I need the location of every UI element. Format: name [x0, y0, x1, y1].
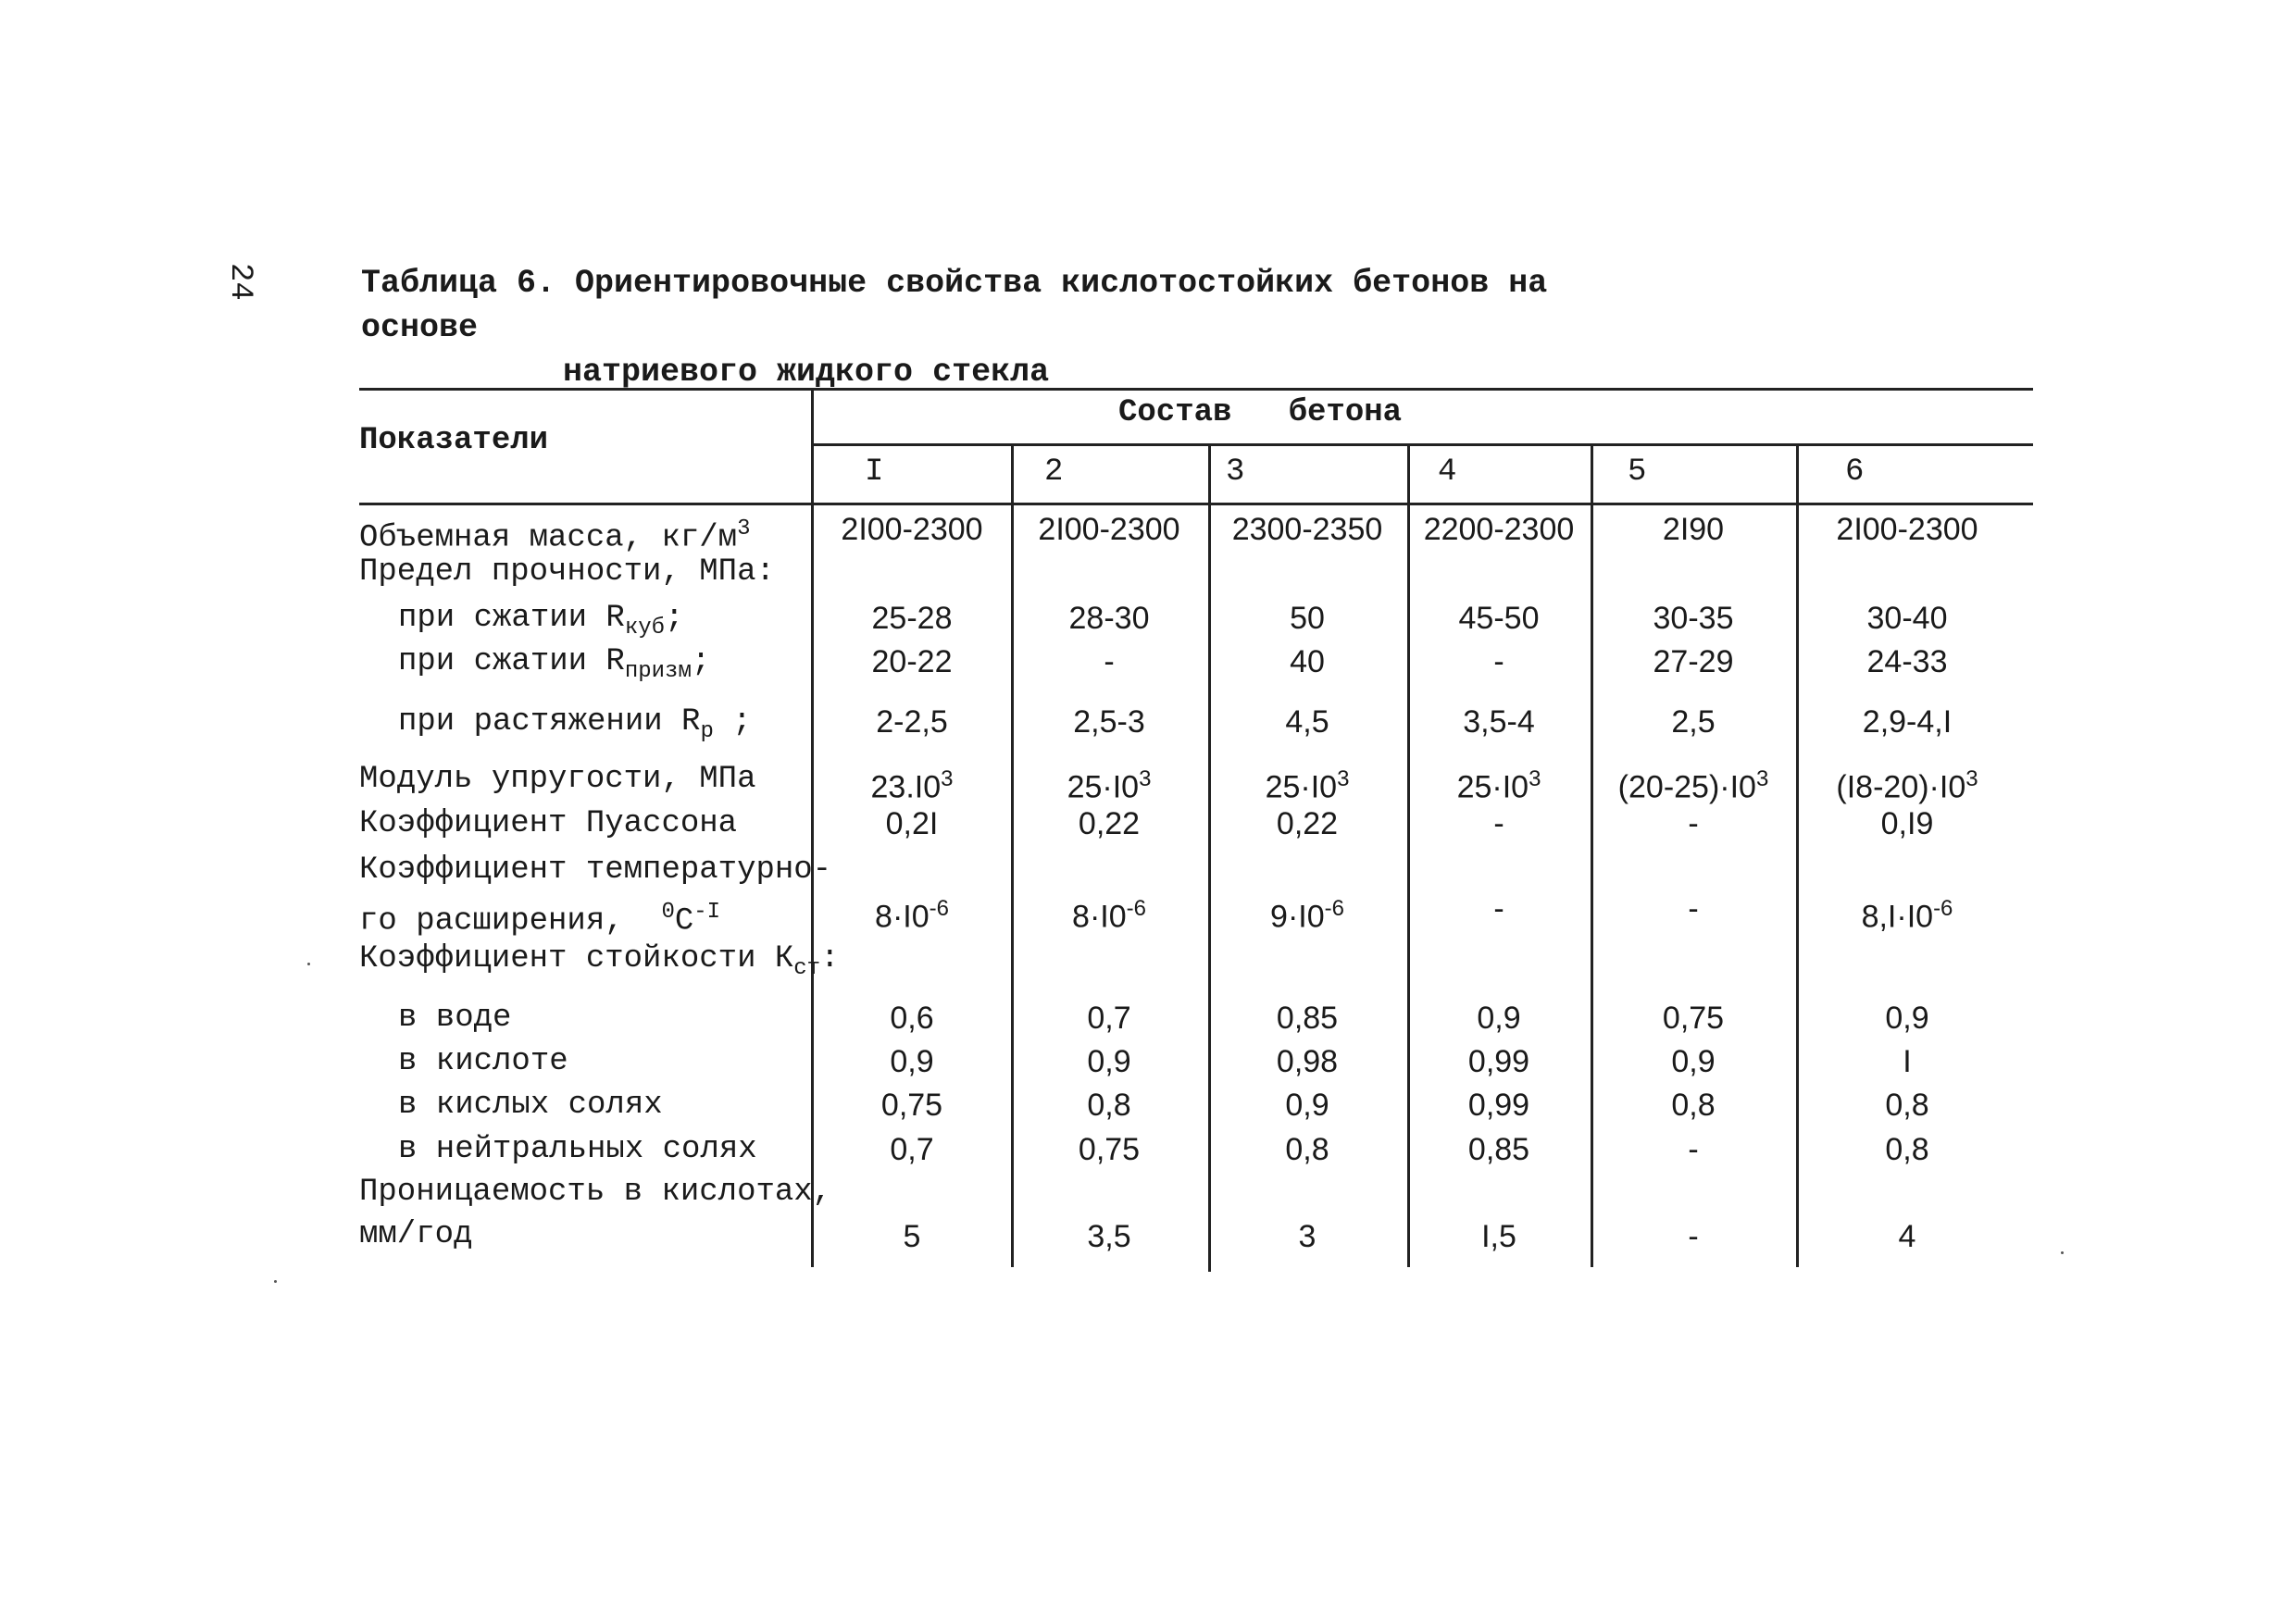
- table-cell-value: 23.I0: [870, 769, 942, 805]
- table-cell-value: 2I00-2300: [841, 512, 983, 547]
- row-label: [398, 1043, 568, 1080]
- table-cell: [1210, 1000, 1404, 1037]
- table-cell: [1810, 1087, 2004, 1124]
- row-label: [398, 1131, 757, 1168]
- table-cell: [1210, 511, 1404, 548]
- table-cell: [1012, 600, 1206, 637]
- table-cell-exponent: 3: [1139, 766, 1152, 791]
- table-cell-value: 25·I0: [1456, 769, 1529, 805]
- table-cell-value: 0,8: [1885, 1132, 1929, 1167]
- row-label: [398, 1000, 511, 1037]
- table-cell: [1810, 890, 2004, 935]
- table-cell-value: 0,8: [1671, 1088, 1716, 1123]
- table-cell-value: 0,I9: [1880, 806, 1934, 841]
- table-cell-value: 2300-2350: [1231, 512, 1383, 547]
- spacer: [624, 903, 662, 939]
- row-label: [398, 703, 752, 751]
- row-label-line-2: [359, 894, 720, 939]
- table-top-rule: [359, 388, 2033, 391]
- table-cell: [1596, 703, 1791, 740]
- row-label: [398, 1087, 663, 1124]
- table-cell-value: -: [1688, 1219, 1699, 1254]
- table-cell-value: 0,85: [1467, 1132, 1530, 1167]
- table-cell-exponent: 3: [1529, 766, 1541, 791]
- table-cell: [1596, 1218, 1791, 1255]
- table-cell-value: 0,8: [1885, 1088, 1929, 1123]
- table-cell-exponent: -6: [1324, 896, 1344, 921]
- table-cell: [815, 890, 1009, 935]
- table-cell: [1810, 1131, 2004, 1168]
- table-cell-value: 0,6: [890, 1001, 934, 1036]
- table-cell-value: -: [1688, 891, 1699, 927]
- table-cell: [815, 703, 1009, 740]
- column-header-6: 6: [1845, 454, 1865, 490]
- table-cell-value: I: [1903, 1044, 1912, 1079]
- table-cell-value: -: [1493, 806, 1504, 841]
- table-cell-value: -: [1493, 644, 1504, 679]
- table-cell: [1402, 1218, 1596, 1255]
- table-cell-value: 0,99: [1467, 1088, 1530, 1123]
- table-cell: [1012, 1218, 1206, 1255]
- table-cell-value: 0,9: [1087, 1044, 1131, 1079]
- table-cell-value: 28-30: [1068, 601, 1150, 636]
- row-label-superscript: -I: [693, 900, 721, 925]
- column-divider-5: [1796, 443, 1799, 1267]
- table-cell-value: 2,9-4,I: [1862, 704, 1953, 740]
- table-cell-value: 4: [1898, 1219, 1916, 1254]
- table-cell: [1210, 643, 1404, 680]
- table-cell: [1012, 1087, 1206, 1124]
- scan-dot: [2061, 1251, 2064, 1254]
- table-cell-value: 0,22: [1078, 806, 1141, 841]
- row-label-line-2: [359, 1216, 472, 1253]
- table-cell-value: 0,8: [1285, 1132, 1329, 1167]
- table-cell: [815, 1087, 1009, 1124]
- table-cell-value: 0,9: [890, 1044, 934, 1079]
- table-cell: [1012, 511, 1206, 548]
- table-cell: [1012, 1131, 1206, 1168]
- table-cell: [1210, 1131, 1404, 1168]
- row-label-text: Модуль упругости, МПа: [359, 762, 756, 797]
- caption-line-1: Таблица 6. Ориентировочные свойства кислотостойких бетонов на основе: [361, 265, 1548, 346]
- group-header-rule: [813, 443, 2033, 446]
- table-cell: [1012, 1000, 1206, 1037]
- table-cell-value: 4,5: [1285, 704, 1329, 740]
- table-cell: [1210, 703, 1404, 740]
- table-cell: [1402, 761, 1596, 805]
- row-label-tail: :: [820, 941, 840, 976]
- row-label-text: в воде: [398, 1001, 512, 1036]
- table-cell-value: 0,7: [890, 1132, 934, 1167]
- row-label-subscript: призм: [624, 658, 692, 684]
- table-cell: [1402, 703, 1596, 740]
- table-cell-value: 0,9: [1477, 1001, 1521, 1036]
- table-cell: [1210, 805, 1404, 842]
- table-cell-value: 30-40: [1866, 601, 1948, 636]
- scan-dot: [307, 963, 310, 965]
- table-cell: [1012, 805, 1206, 842]
- stub-header: Показатели: [359, 423, 549, 458]
- table-cell-value: 0,99: [1467, 1044, 1530, 1079]
- table-cell-value: 0,9: [1671, 1044, 1716, 1079]
- row-label: [359, 511, 750, 556]
- table-cell-value: 0,75: [880, 1088, 943, 1123]
- table-cell: [1810, 1000, 2004, 1037]
- row-label-subscript: р: [700, 718, 714, 744]
- table-cell: [1810, 511, 2004, 548]
- table-cell: [815, 1000, 1009, 1037]
- table-cell-value: 8,I·I0: [1861, 899, 1934, 935]
- table-cell: [1210, 1087, 1404, 1124]
- table-cell-value: 0,8: [1087, 1088, 1131, 1123]
- table-cell: [815, 761, 1009, 805]
- table-cell: [1012, 890, 1206, 935]
- table-cell-value: 5: [903, 1219, 921, 1254]
- table-cell-value: 25-28: [871, 601, 953, 636]
- table-cell: [1402, 1131, 1596, 1168]
- table-cell: [1810, 600, 2004, 637]
- table-cell: [815, 1043, 1009, 1080]
- table-cell-value: 2,5-3: [1073, 704, 1145, 740]
- column-divider-stub: [811, 388, 814, 1267]
- table-cell: [1596, 1043, 1791, 1080]
- table-cell-value: 2-2,5: [876, 704, 948, 740]
- table-cell-value: 0,85: [1276, 1001, 1339, 1036]
- table-cell-value: 0,7: [1087, 1001, 1131, 1036]
- table-cell-value: 8·I0: [875, 899, 930, 935]
- row-label: [359, 1174, 831, 1211]
- table-cell-exponent: 3: [1337, 766, 1350, 791]
- table-cell: [1402, 511, 1596, 548]
- table-cell: [1596, 890, 1791, 927]
- table-cell: [815, 511, 1009, 548]
- table-cell-value: 3,5-4: [1463, 704, 1535, 740]
- table-cell: [815, 1131, 1009, 1168]
- row-label: [359, 940, 840, 988]
- table-cell: [1210, 1043, 1404, 1080]
- row-label-tail: ;: [665, 601, 684, 636]
- row-label-tail: ;: [691, 644, 711, 679]
- table-cell: [1596, 1087, 1791, 1124]
- row-label: [398, 643, 710, 690]
- table-cell-value: 0,75: [1078, 1132, 1141, 1167]
- table-cell-value: 50: [1290, 601, 1325, 636]
- table-cell-value: 2I90: [1662, 512, 1725, 547]
- table-cell-value: 0,9: [1285, 1088, 1329, 1123]
- table-cell-exponent: -6: [929, 896, 949, 921]
- table-cell-value: 0,75: [1662, 1001, 1725, 1036]
- table-cell-value: 45-50: [1458, 601, 1540, 636]
- table-cell-value: -: [1688, 806, 1699, 841]
- table-cell-value: 3,5: [1087, 1219, 1131, 1254]
- table-cell-value: (20-25)·I0: [1617, 769, 1756, 805]
- header-bottom-rule: [359, 503, 2033, 505]
- table-cell: [815, 1218, 1009, 1255]
- table-cell: [1596, 1131, 1791, 1168]
- column-header-3: 3: [1226, 454, 1245, 490]
- table-cell-value: 9·I0: [1270, 899, 1325, 935]
- table-cell-value: 0,98: [1276, 1044, 1339, 1079]
- table-cell-exponent: -6: [1933, 896, 1953, 921]
- table-cell: [1402, 1087, 1596, 1124]
- table-cell-value: 2I00-2300: [1836, 512, 1978, 547]
- table-caption: [361, 261, 1657, 394]
- row-label-text: Коэффициент стойкости К: [359, 941, 794, 976]
- page-number: 24: [222, 263, 257, 301]
- column-header-4: 4: [1438, 454, 1457, 490]
- table-cell: [1210, 1218, 1404, 1255]
- table-cell: [1810, 1043, 2004, 1080]
- table-cell: [1810, 761, 2004, 805]
- table-cell: [1596, 761, 1791, 805]
- column-header-5: 5: [1628, 454, 1647, 490]
- table-cell: [1810, 805, 2004, 842]
- table-cell-value: 20-22: [871, 644, 953, 679]
- table-cell: [1596, 600, 1791, 637]
- table-cell: [1596, 805, 1791, 842]
- row-label-line-2-text: мм/год: [359, 1217, 473, 1252]
- table-cell-exponent: 3: [941, 766, 954, 791]
- table-cell-value: -: [1688, 1132, 1699, 1167]
- table-cell-value: 2200-2300: [1423, 512, 1575, 547]
- row-label-text: Проницаемость в кислотах,: [359, 1175, 832, 1210]
- row-label: [359, 554, 775, 591]
- row-label-text: Коэффициент температурно-: [359, 852, 832, 888]
- row-label: [359, 805, 737, 842]
- table-cell-value: -: [1493, 891, 1504, 927]
- table-cell-exponent: 3: [1755, 766, 1769, 791]
- table-cell-value: 27-29: [1653, 644, 1734, 679]
- row-label-text: в нейтральных солях: [398, 1132, 757, 1167]
- row-label-text: в кислоте: [398, 1044, 568, 1079]
- row-label-text: при растяжении R: [398, 704, 701, 740]
- table-cell-value: 25·I0: [1067, 769, 1140, 805]
- row-label-text: Объемная масса, кг/м: [359, 520, 738, 556]
- row-label-unit: С: [674, 903, 694, 939]
- table-cell-value: 40: [1290, 644, 1325, 679]
- table-cell-exponent: -6: [1126, 896, 1146, 921]
- group-header: Состав бетона: [1118, 395, 1403, 430]
- table-cell: [1402, 643, 1596, 680]
- row-label-text: Предел прочности, МПа:: [359, 554, 775, 590]
- table-cell-value: I,5: [1481, 1219, 1516, 1254]
- table-cell: [1402, 805, 1596, 842]
- row-label-subscript: куб: [624, 615, 666, 641]
- table-cell: [1402, 600, 1596, 637]
- row-label-subscript: ст: [793, 955, 821, 981]
- table-cell-value: 3: [1298, 1219, 1316, 1254]
- table-cell-value: 25·I0: [1265, 769, 1338, 805]
- table-cell: [1596, 511, 1791, 548]
- table-cell-value: 2I00-2300: [1038, 512, 1180, 547]
- column-header-1: I: [865, 454, 884, 490]
- table-cell: [1596, 1000, 1791, 1037]
- table-cell-value: -: [1104, 644, 1115, 679]
- row-label-text: в кислых солях: [398, 1088, 663, 1123]
- row-label-superscript: 3: [737, 516, 751, 541]
- table-cell: [815, 805, 1009, 842]
- row-label-text: при сжатии R: [398, 644, 625, 679]
- row-label: [398, 600, 683, 647]
- table-cell: [1012, 1043, 1206, 1080]
- table-cell: [1402, 890, 1596, 927]
- table-cell-exponent: 3: [1965, 766, 1978, 791]
- table-cell: [1810, 703, 2004, 740]
- row-label-text: при сжатии R: [398, 601, 625, 636]
- table-cell: [1596, 643, 1791, 680]
- table-cell-value: 24-33: [1866, 644, 1948, 679]
- table-cell-value: 0,2I: [885, 806, 939, 841]
- table-cell: [815, 643, 1009, 680]
- table-cell-value: 0,22: [1276, 806, 1339, 841]
- table-cell: [1012, 643, 1206, 680]
- table-cell: [1810, 643, 2004, 680]
- caption-line-2: натриевого жидкого стекла: [563, 354, 1050, 391]
- scan-dot: [274, 1280, 277, 1283]
- table-cell-value: 2,5: [1671, 704, 1716, 740]
- row-label-text: Коэффициент Пуассона: [359, 806, 738, 841]
- table-cell: [1810, 1218, 2004, 1255]
- row-label: [359, 852, 831, 889]
- table-cell-value: 30-35: [1653, 601, 1734, 636]
- row-label-superscript: 0: [661, 900, 675, 925]
- table-cell-value: 8·I0: [1072, 899, 1127, 935]
- table-cell: [1012, 703, 1206, 740]
- table-cell-value: 0,9: [1885, 1001, 1929, 1036]
- table-cell: [1210, 761, 1404, 805]
- row-label: [359, 761, 755, 798]
- table-cell: [1210, 600, 1404, 637]
- table-cell-value: (I8-20)·I0: [1836, 769, 1966, 805]
- table-cell: [1402, 1043, 1596, 1080]
- table-cell: [1402, 1000, 1596, 1037]
- table-cell: [815, 600, 1009, 637]
- column-header-2: 2: [1044, 454, 1064, 490]
- table-cell: [1012, 761, 1206, 805]
- row-label-line-2-text: го расширения,: [359, 903, 624, 939]
- row-label-tail: ;: [713, 704, 752, 740]
- table-cell: [1210, 890, 1404, 935]
